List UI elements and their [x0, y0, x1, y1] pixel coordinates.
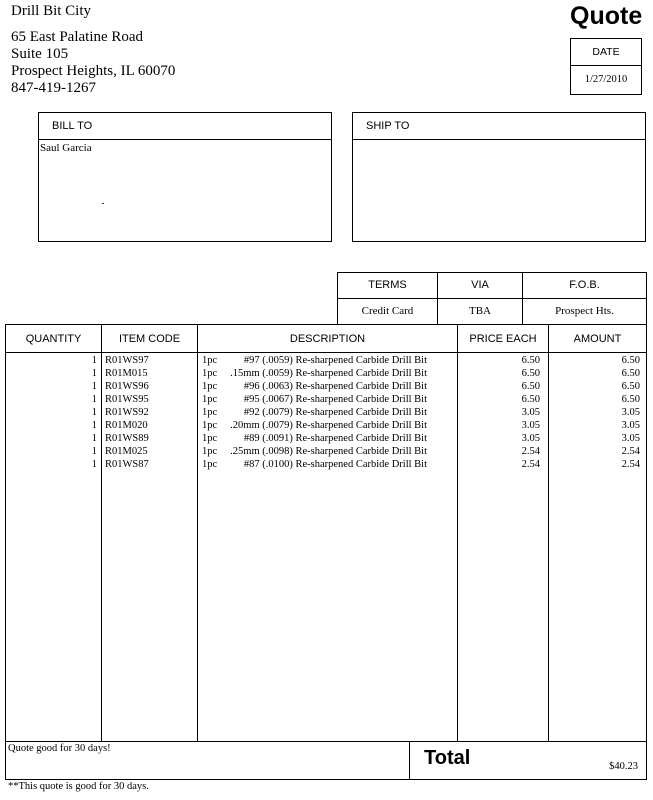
row-quantity: 1 — [91, 420, 97, 431]
row-amount: 3.05 — [621, 407, 640, 418]
row-amount: 3.05 — [621, 420, 640, 431]
row-description: #97 (.0059) Re-sharpened Carbide Drill Bit — [243, 355, 427, 366]
address-line: Prospect Heights, IL 60070 — [11, 63, 176, 79]
row-amount: 6.50 — [621, 394, 640, 405]
row-unit: 1pc — [202, 433, 218, 444]
date-box — [570, 38, 642, 95]
table-row — [6, 380, 646, 393]
row-price-each: 6.50 — [521, 368, 540, 379]
document-title: Quote — [570, 2, 643, 30]
description-header: DESCRIPTION — [289, 333, 366, 345]
row-price-each: 3.05 — [521, 420, 540, 431]
fob-header: F.O.B. — [569, 279, 600, 291]
row-quantity: 1 — [91, 459, 97, 470]
row-price-each: 2.54 — [521, 446, 540, 457]
row-description: #92 (.0079) Re-sharpened Carbide Drill Bit — [243, 407, 427, 418]
address-line: 65 East Palatine Road — [11, 29, 144, 45]
price-each-header: PRICE EACH — [469, 333, 537, 345]
row-item-code: R01WS92 — [105, 407, 149, 418]
row-unit: 1pc — [202, 446, 218, 457]
ship-to-box — [352, 112, 646, 242]
row-quantity: 1 — [91, 407, 97, 418]
via-value: TBA — [438, 299, 523, 325]
row-quantity: 1 — [91, 433, 97, 444]
row-description: #95 (.0067) Re-sharpened Carbide Drill Bit — [243, 394, 427, 405]
row-amount: 6.50 — [621, 368, 640, 379]
table-row — [6, 406, 646, 419]
ship-to-label: SHIP TO — [353, 113, 645, 140]
via-header: VIA — [438, 273, 523, 298]
item-code-header: ITEM CODE — [118, 333, 181, 345]
row-quantity: 1 — [91, 394, 97, 405]
terms-value: Credit Card — [338, 299, 438, 325]
company-name: Drill Bit City — [11, 3, 92, 19]
row-price-each: 6.50 — [521, 394, 540, 405]
column-divider — [409, 741, 410, 779]
row-description: #87 (.0100) Re-sharpened Carbide Drill Bit — [243, 459, 427, 470]
date-label: DATE — [571, 39, 641, 66]
table-row — [6, 367, 646, 380]
row-price-each: 6.50 — [521, 381, 540, 392]
phone-number: 847-419-1267 — [11, 80, 96, 96]
row-unit: 1pc — [202, 368, 218, 379]
date-value: 1/27/2010 — [584, 74, 628, 85]
quantity-header: QUANTITY — [25, 333, 82, 345]
row-quantity: 1 — [91, 368, 97, 379]
row-item-code: R01WS89 — [105, 433, 149, 444]
bill-to-box — [38, 112, 332, 242]
row-unit: 1pc — [202, 420, 218, 431]
row-amount: 3.05 — [621, 433, 640, 444]
row-amount: 6.50 — [621, 355, 640, 366]
table-row — [6, 393, 646, 406]
row-item-code: R01WS97 — [105, 355, 149, 366]
ship-to-name — [353, 140, 645, 142]
row-price-each: 6.50 — [521, 355, 540, 366]
fob-value: Prospect Hts. — [555, 305, 614, 317]
terms-table — [337, 272, 647, 325]
row-unit: 1pc — [202, 407, 218, 418]
row-quantity: 1 — [91, 381, 97, 392]
items-table — [5, 324, 647, 742]
footnote: **This quote is good for 30 days. — [8, 781, 149, 792]
row-unit: 1pc — [202, 394, 218, 405]
row-unit: 1pc — [202, 459, 218, 470]
row-price-each: 2.54 — [521, 459, 540, 470]
items-table-body — [6, 354, 646, 471]
row-unit: 1pc — [202, 355, 218, 366]
table-row — [6, 445, 646, 458]
terms-header: TERMS — [338, 273, 438, 298]
row-amount: 6.50 — [621, 381, 640, 392]
row-description: .15mm (.0059) Re-sharpened Carbide Drill Bit — [230, 368, 427, 379]
row-description: #89 (.0091) Re-sharpened Carbide Drill Bit — [243, 433, 427, 444]
row-description: .25mm (.0098) Re-sharpened Carbide Drill Bit — [230, 446, 427, 457]
row-amount: 2.54 — [621, 459, 640, 470]
row-item-code: R01WS87 — [105, 459, 149, 470]
row-amount: 2.54 — [621, 446, 640, 457]
row-item-code: R01WS95 — [105, 394, 149, 405]
row-quantity: 1 — [91, 446, 97, 457]
table-row — [6, 354, 646, 367]
table-row — [6, 419, 646, 432]
bill-to-name: Saul Garcia — [40, 142, 92, 154]
total-value: $40.23 — [609, 761, 638, 772]
table-row — [6, 432, 646, 445]
bill-to-label: BILL TO — [39, 113, 331, 140]
row-item-code: R01M015 — [105, 368, 148, 379]
row-item-code: R01WS96 — [105, 381, 149, 392]
row-price-each: 3.05 — [521, 407, 540, 418]
row-quantity: 1 — [91, 355, 97, 366]
row-unit: 1pc — [202, 381, 218, 392]
row-price-each: 3.05 — [521, 433, 540, 444]
total-label: Total — [424, 747, 471, 769]
row-description: .20mm (.0079) Re-sharpened Carbide Drill Bit — [230, 420, 427, 431]
items-table-header — [6, 325, 646, 353]
address-line: Suite 105 — [11, 46, 69, 62]
totals-row — [5, 741, 647, 780]
table-row — [6, 458, 646, 471]
row-item-code: R01M025 — [105, 446, 148, 457]
amount-header: AMOUNT — [573, 333, 622, 345]
row-item-code: R01M020 — [105, 420, 148, 431]
company-address — [11, 29, 175, 97]
row-description: #96 (.0063) Re-sharpened Carbide Drill Bit — [243, 381, 427, 392]
scan-speck — [102, 203, 104, 204]
quote-note: Quote good for 30 days! — [8, 743, 111, 754]
